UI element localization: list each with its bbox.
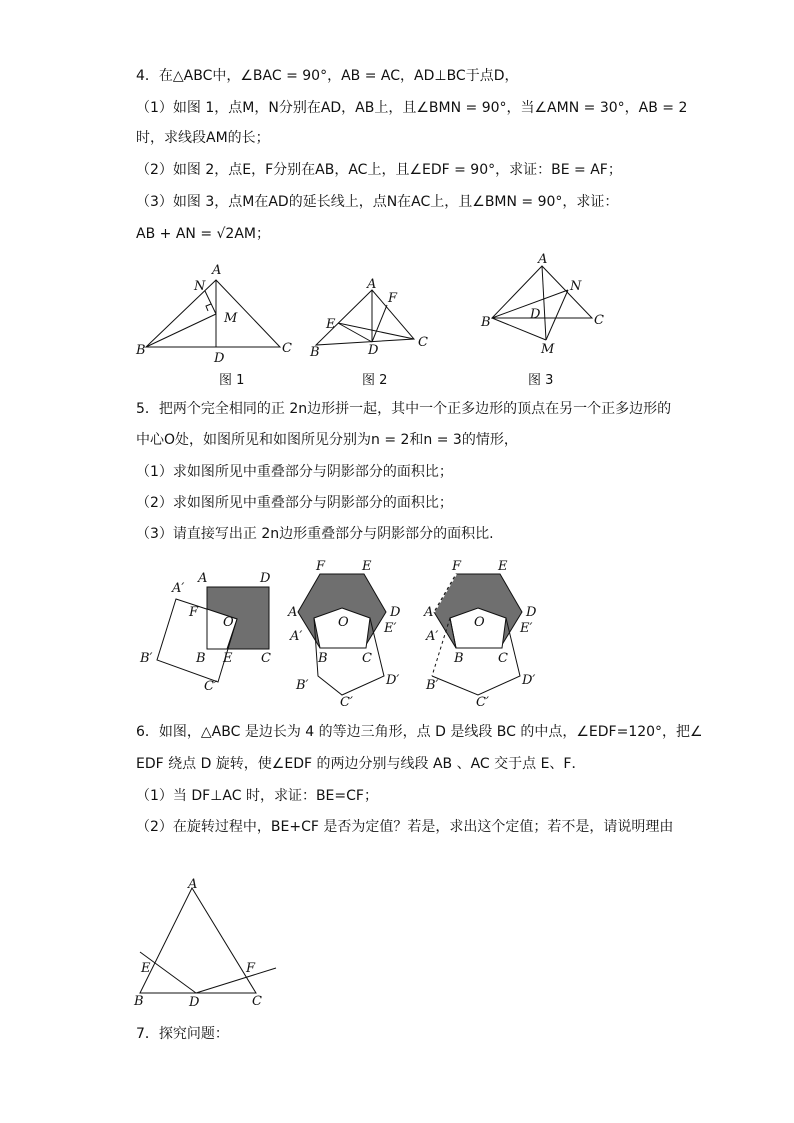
figC-label-d: D <box>526 605 537 620</box>
figB-label-o: O <box>338 615 349 630</box>
figC-label-a: A <box>424 605 434 620</box>
figB-label-b-prime: B′ <box>296 678 309 693</box>
figC-label-c-prime: C′ <box>476 695 489 710</box>
caption-figure-3: 图 3 <box>528 373 554 388</box>
q4-header: 4．在△ABC中，∠BAC = 90°，AB = AC，AD⊥BC于点D， <box>136 68 519 84</box>
q4-part3-line2: AB + AN = √2AM； <box>136 226 270 242</box>
fig6-label-e: E <box>141 961 151 976</box>
q4-figure-3 <box>478 252 618 362</box>
q4-part1-line2: 时，求线段AM的长； <box>136 130 270 146</box>
fig3-label-a: A <box>538 252 548 267</box>
figA-label-a: A <box>198 571 208 586</box>
q6-line2: EDF 绕点 D 旋转，使∠EDF 的两边分别与线段 AB 、AC 交于点 E、F． <box>136 756 586 772</box>
q4-figure-1 <box>130 262 310 372</box>
fig3-label-d: D <box>530 307 541 322</box>
fig6-label-f: F <box>246 961 256 976</box>
figB-label-d-prime: D′ <box>386 673 400 688</box>
q5-part3: （3）请直接写出正 2n边形重叠部分与阴影部分的面积比. <box>136 526 494 542</box>
figB-label-c-prime: C′ <box>340 695 353 710</box>
q5-figure-hexagons-dashed <box>422 556 552 710</box>
caption-figure-2: 图 2 <box>362 373 388 388</box>
fig2-label-f: F <box>388 291 398 306</box>
figA-label-b-prime: B′ <box>140 651 153 666</box>
fig3-label-c: C <box>594 313 604 328</box>
fig1-label-d: D <box>214 351 225 366</box>
fig2-label-d: D <box>368 343 379 358</box>
fig2-label-e: E <box>326 317 336 332</box>
caption-figure-1: 图 1 <box>219 373 245 388</box>
figC-label-d-prime: D′ <box>522 673 536 688</box>
figA-label-c: C <box>261 651 271 666</box>
q6-part2: （2）在旋转过程中，BE+CF 是否为定值？若是，求出这个定值；若不是，请说明理由 <box>136 819 674 835</box>
q4-part3-line1: （3）如图 3，点M在AD的延长线上，点N在AC上，且∠BMN = 90°，求证： <box>136 194 619 210</box>
figB-label-f: F <box>316 559 326 574</box>
fig1-label-c: C <box>282 341 292 356</box>
q4-part2: （2）如图 2，点E，F分别在AB，AC上，且∠EDF = 90°，求证：BE = AF； <box>136 162 622 178</box>
fig3-label-m: M <box>541 342 555 357</box>
q6-figure-triangle <box>130 876 290 1010</box>
figB-label-a-prime: A′ <box>290 629 303 644</box>
q7-header: 7．探究问题： <box>136 1026 229 1042</box>
figA-label-e: E <box>223 651 233 666</box>
figC-label-e: E <box>498 559 508 574</box>
fig6-label-c: C <box>252 994 262 1009</box>
figA-label-f: F <box>189 605 199 620</box>
q5-figure-hexagons <box>286 556 416 710</box>
fig1-label-m: M <box>224 311 238 326</box>
fig6-label-b: B <box>134 994 144 1009</box>
q5-figure-squares <box>134 568 284 698</box>
figA-label-a-prime: A′ <box>172 581 185 596</box>
fig2-label-b: B <box>310 345 320 360</box>
fig6-label-d: D <box>189 995 200 1010</box>
figB-label-d: D <box>390 605 401 620</box>
figB-label-e-prime: E′ <box>384 621 397 636</box>
q5-part2: （2）求如图所见中重叠部分与阴影部分的面积比； <box>136 495 453 511</box>
q4-figure-2 <box>306 278 446 368</box>
q4-part1-line1: （1）如图 1，点M，N分别在AD，AB上，且∠BMN = 90°，当∠AMN = 30°，AB = 2 <box>136 100 688 116</box>
fig3-label-b: B <box>481 315 491 330</box>
fig1-label-n: N <box>194 279 206 294</box>
q6-header: 6．如图，△ABC 是边长为 4 的等边三角形，点 D 是线段 BC 的中点，∠EDF=120°，把∠ <box>136 724 703 740</box>
figA-label-d: D <box>260 571 271 586</box>
fig1-label-a: A <box>212 263 222 278</box>
q5-line2: 中心O处，如图所见和如图所见分别为n = 2和n = 3的情形， <box>136 432 518 448</box>
figC-label-f: F <box>452 559 462 574</box>
figC-label-e-prime: E′ <box>520 621 533 636</box>
figA-label-c-prime: C′ <box>204 679 217 694</box>
figB-label-a: A <box>288 605 298 620</box>
figC-label-b: B <box>454 651 464 666</box>
fig2-label-a: A <box>367 277 377 292</box>
fig2-label-c: C <box>418 335 428 350</box>
figC-label-a-prime: A′ <box>426 629 439 644</box>
q5-part1: （1）求如图所见中重叠部分与阴影部分的面积比； <box>136 464 453 480</box>
q5-header: 5．把两个完全相同的正 2n边形拼一起，其中一个正多边形的顶点在另一个正多边形的 <box>136 401 672 417</box>
figB-label-b: B <box>318 651 328 666</box>
figB-label-c: C <box>362 651 372 666</box>
figB-label-e: E <box>362 559 372 574</box>
figA-label-b: B <box>196 651 206 666</box>
fig3-label-n: N <box>570 279 582 294</box>
figC-label-o: O <box>474 615 485 630</box>
fig1-label-b: B <box>136 343 146 358</box>
q6-part1: （1）当 DF⊥AC 时，求证：BE=CF； <box>136 788 378 804</box>
fig6-label-a: A <box>188 877 198 892</box>
figC-label-c: C <box>498 651 508 666</box>
figC-label-b-prime: B′ <box>426 678 439 693</box>
figA-label-o: O <box>223 615 234 630</box>
